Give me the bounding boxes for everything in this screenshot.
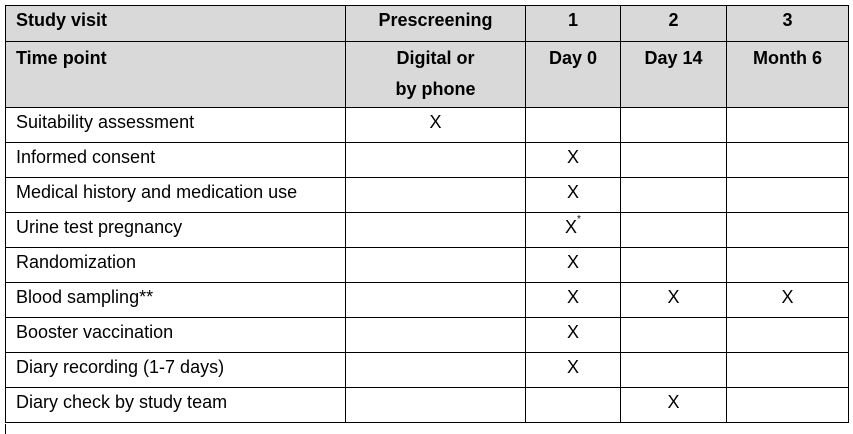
table-row [6,108,849,143]
table-row [6,318,849,353]
header-row-study-visit [6,6,849,42]
row-label: Medical history and medication use [6,178,346,213]
cell-visit-3 [727,213,849,248]
table-row [6,178,849,213]
cell-visit-3 [727,353,849,388]
cell-prescreening [346,318,526,353]
table-row [6,283,849,318]
header-visit-1: 1 [526,6,621,42]
cell-visit-3 [727,143,849,178]
cell-visit-1 [526,108,621,143]
row-label: Diary recording (1-7 days) [6,353,346,388]
cell-visit-2: X [621,388,727,423]
cell-mark: X [565,217,578,237]
cell-visit-2 [621,143,727,178]
header-time-point: Time point [6,42,346,108]
cell-visit-1: X [526,353,621,388]
table-row [6,213,849,248]
table-row [6,353,849,388]
cell-visit-2 [621,318,727,353]
cell-visit-3 [727,248,849,283]
row-label: Diary check by study team [6,388,346,423]
cell-prescreening [346,283,526,318]
cell-visit-1: X [526,248,621,283]
cell-visit-1 [526,388,621,423]
cell-visit-1: X [526,283,621,318]
cell-visit-2: X [621,283,727,318]
header-row-time-point [6,42,849,108]
row-label: Blood sampling** [6,283,346,318]
cell-visit-2 [621,353,727,388]
header-visit-3: 3 [727,6,849,42]
row-label: Suitability assessment [6,108,346,143]
cell-prescreening [346,353,526,388]
cell-prescreening [346,213,526,248]
header-study-visit: Study visit [6,6,346,42]
cell-visit-2 [621,108,727,143]
row-label: Randomization [6,248,346,283]
cell-visit-1 [526,213,621,248]
cell-visit-3 [727,108,849,143]
footnote-marker: * [577,214,581,225]
header-prescreening: Prescreening [346,6,526,42]
cell-visit-2 [621,178,727,213]
cell-visit-3 [727,388,849,423]
cell-prescreening [346,178,526,213]
cell-visit-3: X [727,283,849,318]
cell-prescreening: X [346,108,526,143]
header-month-6: Month 6 [727,42,849,108]
table-row [6,388,849,423]
cell-visit-1: X [526,143,621,178]
cell-prescreening [346,388,526,423]
cell-visit-1: X [526,318,621,353]
cell-visit-2 [621,213,727,248]
study-schedule-table [5,5,849,423]
header-prescreening-mode [346,42,526,108]
header-prescreening-mode-line2: by phone [395,79,476,99]
cell-visit-3 [727,178,849,213]
cell-visit-2 [621,248,727,283]
table-row [6,248,849,283]
table-continuation-border [5,424,6,434]
cell-prescreening [346,143,526,178]
cell-prescreening [346,248,526,283]
header-prescreening-mode-line1: Digital or [396,48,475,68]
cell-visit-1: X [526,178,621,213]
header-day-14: Day 14 [621,42,727,108]
header-visit-2: 2 [621,6,727,42]
header-day-0: Day 0 [526,42,621,108]
row-label: Informed consent [6,143,346,178]
row-label: Booster vaccination [6,318,346,353]
table-row [6,143,849,178]
row-label: Urine test pregnancy [6,213,346,248]
cell-visit-3 [727,318,849,353]
